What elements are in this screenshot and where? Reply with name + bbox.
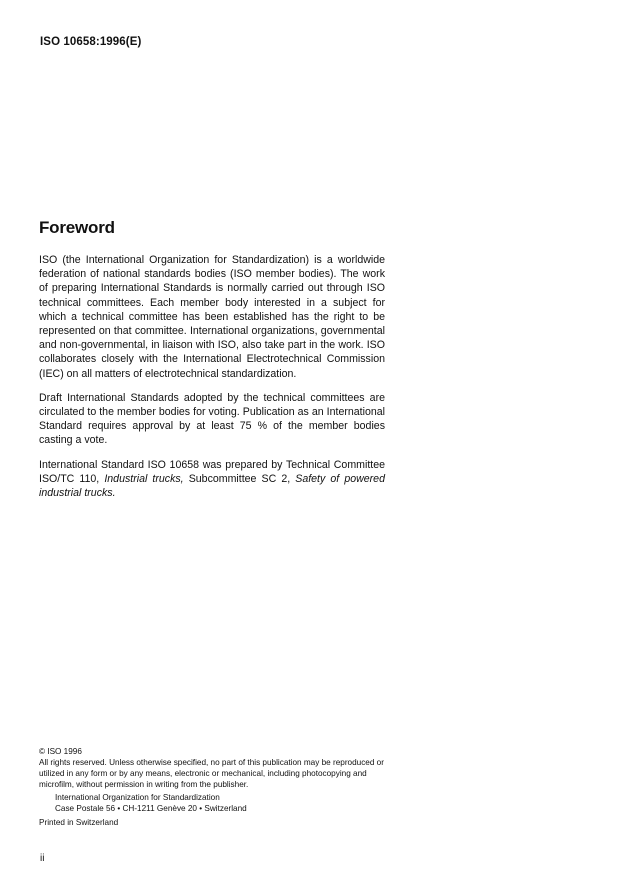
- sc-name: Safety of powered industrial trucks.: [39, 472, 385, 500]
- document-id: ISO 10658:1996(E): [40, 36, 142, 48]
- copyright-line: © ISO 1996: [39, 747, 82, 756]
- paragraph-iso-intro: ISO (the International Organization for Standardization) is a worldwide federation of national standards bodies (ISO member bodies). The work of preparing International Standards is normally carried out through ISO technical committees. Each member body interested in a subject for which a technical committee has been established has the right to be represented on that committee. International organizations, governmental and non-governmental, in liaison with ISO, also take part in the work. ISO collaborates closely with the International Electrotechnical Commission (IEC) on all matters of electrotechnical standardization.: [39, 254, 385, 380]
- tc-name: Industrial trucks,: [104, 472, 184, 485]
- subcommittee-text: Subcommittee SC 2,: [183, 472, 296, 485]
- organization-address: Case Postale 56 • CH-1211 Genève 20 • Switzerland: [55, 804, 247, 813]
- prepared-by-text: International Standard ISO 10658 was prepared by Technical Committee ISO/TC 110,: [39, 458, 385, 485]
- paragraph-prepared-by: [39, 458, 385, 501]
- rights-statement: All rights reserved. Unless otherwise specified, no part of this publication may be reproduced or utilized in any form or by any means, electronic or mechanical, including photocopying and microfilm, without permission in writing from the publisher.: [39, 758, 384, 789]
- copyright-block: [39, 746, 389, 828]
- foreword-heading: Foreword: [39, 218, 115, 237]
- foreword-body: [39, 253, 385, 510]
- paragraph-draft-standards: Draft International Standards adopted by the technical committees are circulated to the member bodies for voting. Publication as an International Standard requires approval by at least 75 % of the member bodies casting a vote.: [39, 391, 385, 447]
- page-number: ii: [40, 853, 45, 864]
- printed-in: Printed in Switzerland: [39, 818, 119, 827]
- organization-name: International Organization for Standardization: [55, 793, 220, 802]
